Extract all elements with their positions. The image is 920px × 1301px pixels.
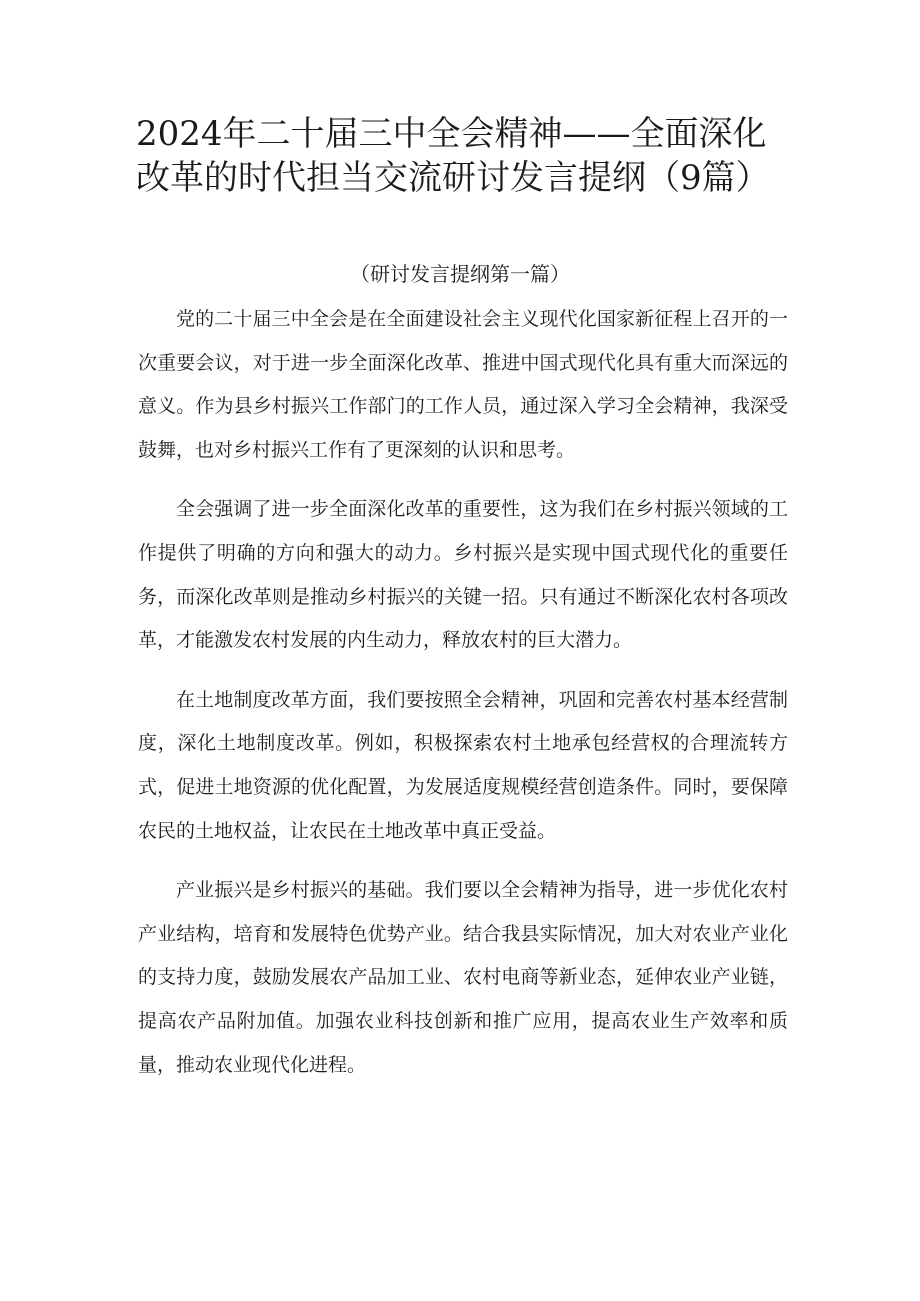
body-paragraph: 党的二十届三中全会是在全面建设社会主义现代化国家新征程上召开的一次重要会议，对于进一步全面深化改革、推进中国式现代化具有重大而深远的意义。作为县乡村振兴工作部门的工作人员，通过深入学习全会精神，我深受鼓舞，也对乡村振兴工作有了更深刻的认识和思考。 — [138, 308, 788, 461]
section-heading: （研讨发言提纲第一篇） — [350, 262, 570, 286]
document-title: 2024年二十届三中全会精神——全面深化改革的时代担当交流研讨发言提纲（9篇） — [136, 114, 770, 198]
body-paragraph: 全会强调了进一步全面深化改革的重要性，这为我们在乡村振兴领域的工作提供了明确的方向和强大的动力。乡村振兴是实现中国式现代化的重要任务，而深化改革则是推动乡村振兴的关键一招。只有通过不断深化农村各项改革，才能激发农村发展的内生动力，释放农村的巨大潜力。 — [138, 498, 788, 652]
body-paragraph: 产业振兴是乡村振兴的基础。我们要以全会精神为指导，进一步优化农村产业结构，培育和发展特色优势产业。结合我县实际情况，加大对农业产业化的支持力度，鼓励发展农产品加工业、农村电商等新业态，延伸农业产业链，提高农产品附加值。加强农业科技创新和推广应用，提高农业生产效率和质量，推动农业现代化进程。 — [138, 879, 788, 1076]
body-paragraph: 在土地制度改革方面，我们要按照全会精神，巩固和完善农村基本经营制度，深化土地制度改革。例如，积极探索农村土地承包经营权的合理流转方式，促进土地资源的优化配置，为发展适度规模经营创造条件。同时，要保障农民的土地权益，让农民在土地改革中真正受益。 — [138, 688, 788, 842]
document-body — [138, 298, 788, 1103]
